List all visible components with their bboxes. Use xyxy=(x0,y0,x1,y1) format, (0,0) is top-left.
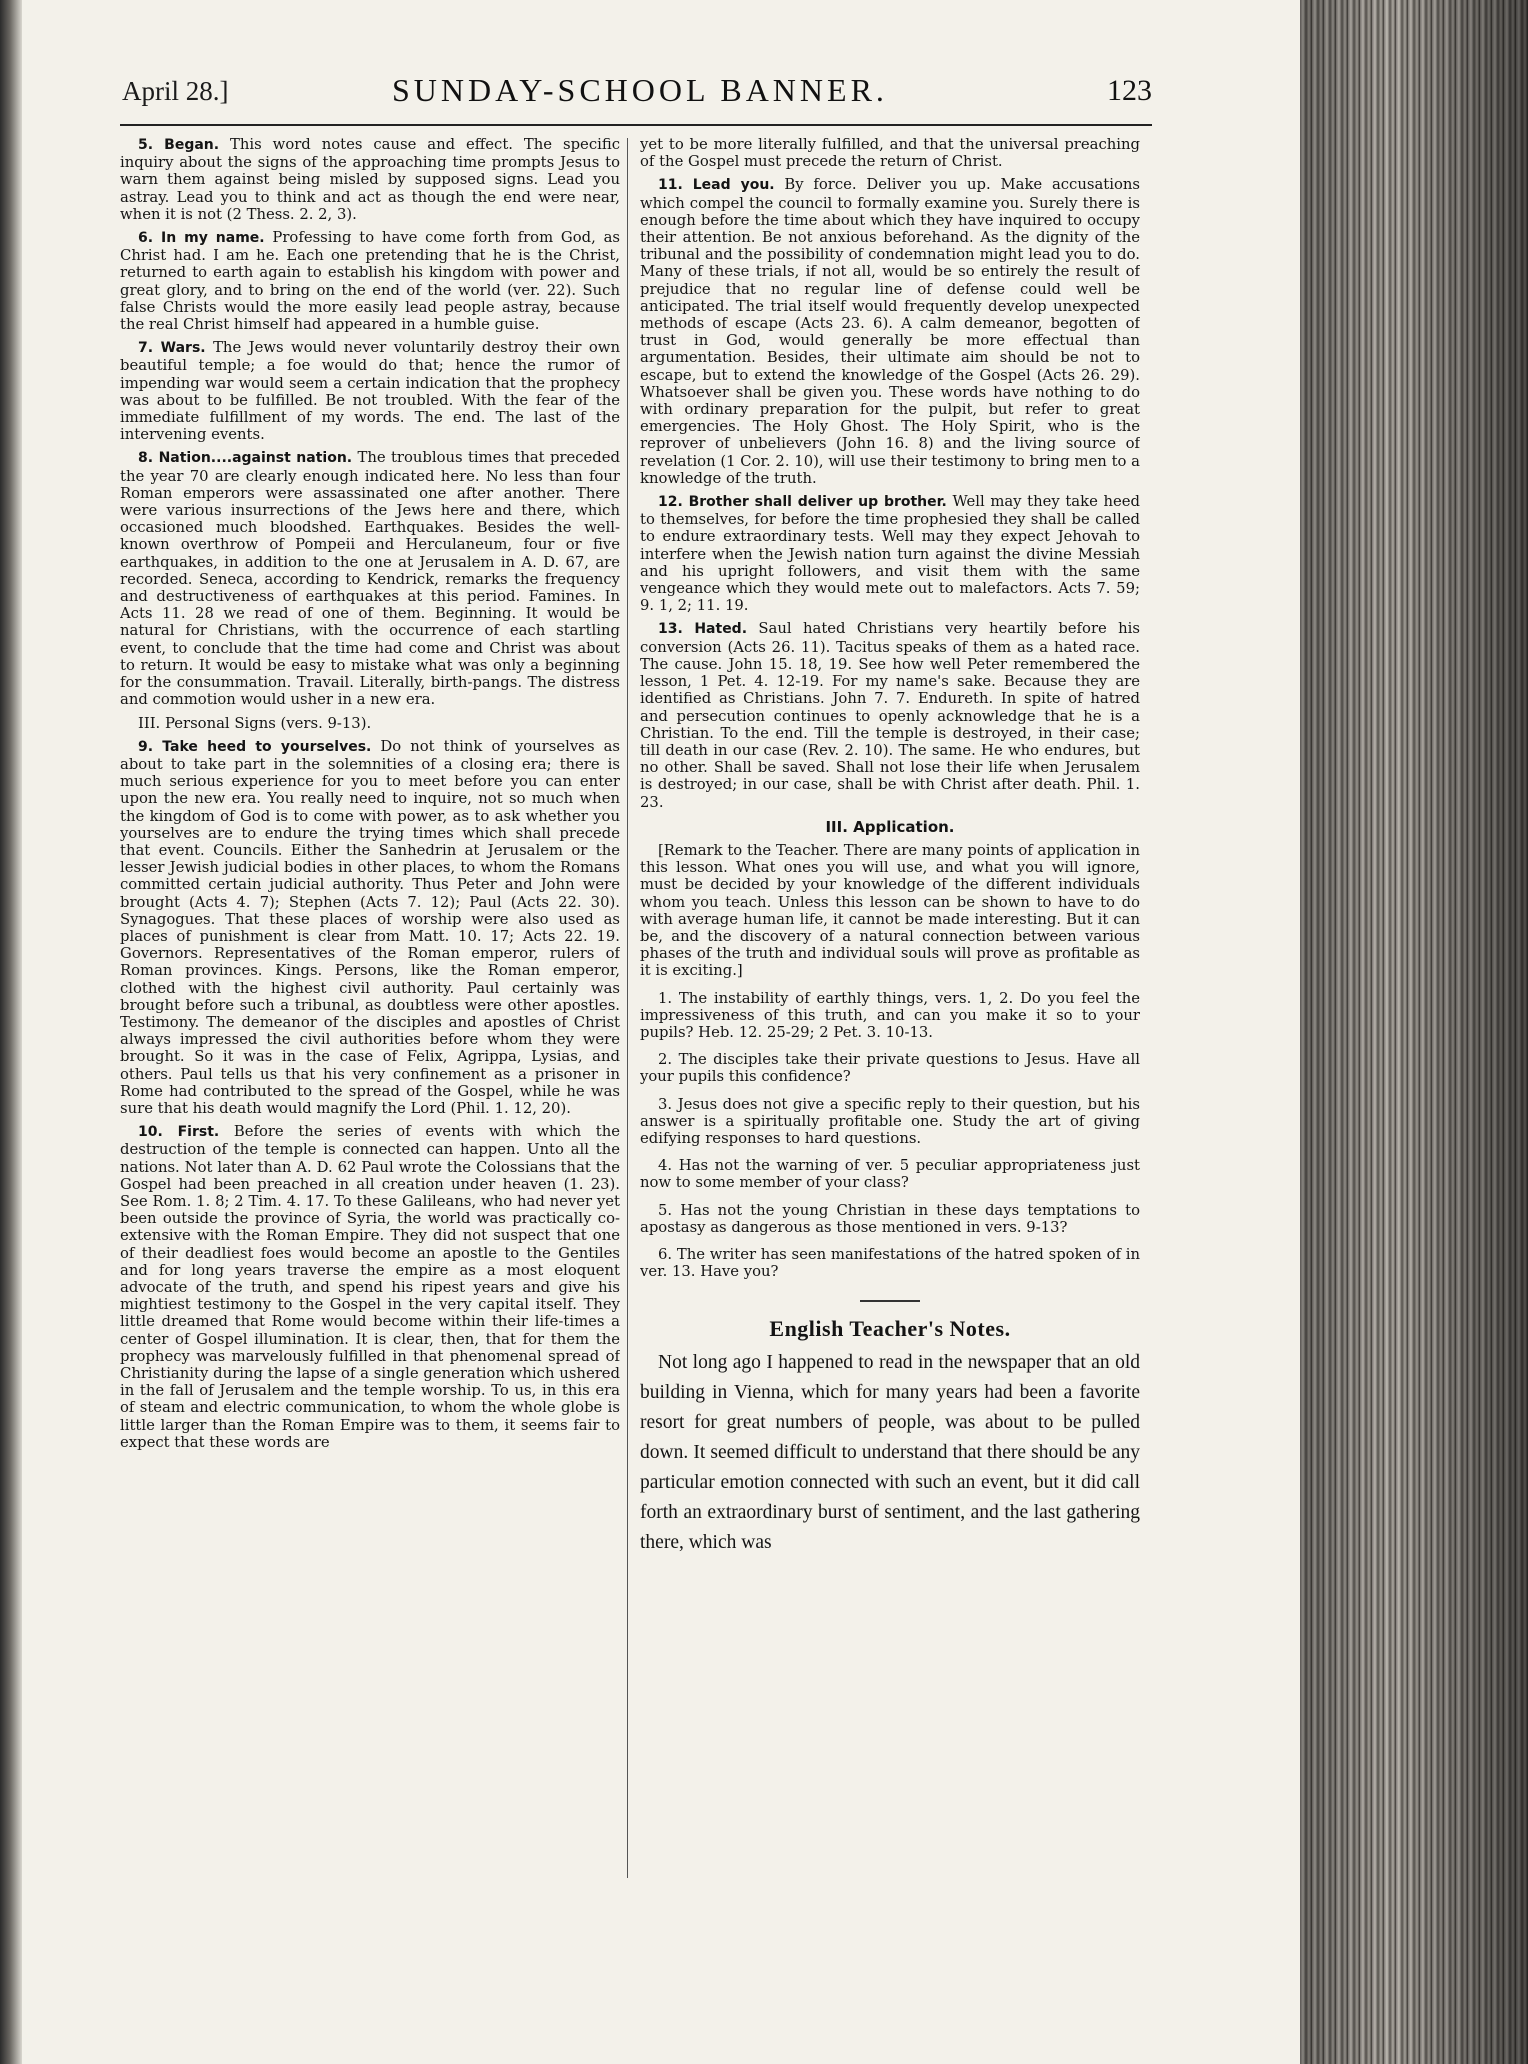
paragraph-text: Well may they take heed to themselves, for before the time prophesied they shall be called to endure extraordinary tests. Well may they expect Jehovah to interfere when the Jewish nation turn against the divine Messiah and his upright followers, and visit them with the same vengeance which they would mete out to malefactors. Acts 7. 59; 9. 1, 2; 11. 19. xyxy=(640,493,1140,615)
page-gutter-shadow xyxy=(0,0,22,2064)
book-edge-shadow xyxy=(1300,0,1528,2064)
header-date: April 28.] xyxy=(122,76,229,106)
paragraph-lead: 12. Brother shall deliver up brother. xyxy=(658,494,947,511)
teacher-remark: [Remark to the Teacher. There are many points of application in this lesson. What ones you will use, and what you will ignore, must be decided by your knowledge of the different individuals whom you teach. Unless this lesson can be shown to have to do with average human life, it cannot be made interesting. But it can be, and the discovery of a natural connection between various phases of the truth and individual souls will prove as profitable as it is exciting.] xyxy=(640,841,1140,980)
running-header xyxy=(122,72,1152,122)
paragraph-text: The troublous times that preceded the year 70 are clearly enough indicated here. No less than four Roman emperors were assassinated one after another. There were various insurrections of the Jews here and there, which occasioned much bloodshed. Earthquakes. Besides the well-known overthrow of Pompeii and Herculaneum, four or five earthquakes, in addition to the one at Jerusalem in A. D. 67, are recorded. Seneca, according to Kendrick, remarks the frequency and destructiveness of earthquakes at this period. Famines. In Acts 11. 28 we read of one of them. Beginning. It would be natural for Christians, with the occurrence of each startling event, to conclude that the time had come and Christ was about to return. It would be easy to mistake what was only a beginning for the consummation. Travail. Literally, birth-pangs. The distress and commotion would usher in a new era. xyxy=(120,449,620,709)
periodical-title: SUNDAY-SCHOOL BANNER. xyxy=(392,72,888,108)
left-paragraph xyxy=(120,136,620,223)
paragraph-lead: 11. Lead you. xyxy=(658,177,775,194)
header-rule xyxy=(120,124,1152,126)
application-item: 2. The disciples take their private questions to Jesus. Have all your pupils this confidence? xyxy=(640,1051,1140,1086)
application-list xyxy=(640,990,1140,1281)
right-paragraph xyxy=(640,620,1140,810)
english-notes-title: English Teacher's Notes. xyxy=(769,1316,1011,1342)
left-paragraph xyxy=(120,738,620,1117)
left-paragraph xyxy=(120,1123,620,1451)
right-paragraph xyxy=(640,176,1140,487)
application-heading: III. Application. xyxy=(825,817,955,836)
paragraph-lead: 10. First. xyxy=(138,1124,220,1141)
paragraph-text: This word notes cause and effect. The specific inquiry about the signs of the approaching time prompts Jesus to warn them against being misled by supposed signs. Lead you astray. Lead you to think and act as though the end were near, when it is not (2 Thess. 2. 2, 3). xyxy=(120,136,620,223)
application-item: 4. Has not the warning of ver. 5 peculiar appropriateness just now to some member of your class? xyxy=(640,1157,1140,1192)
paragraph-lead: 9. Take heed to yourselves. xyxy=(138,738,372,755)
left-paragraph xyxy=(120,229,620,333)
column-divider xyxy=(627,138,628,1878)
page-number: 123 xyxy=(1107,74,1152,107)
paragraph-lead: 8. Nation....against nation. xyxy=(138,450,353,467)
paragraph-lead: 7. Wars. xyxy=(138,340,206,357)
paragraph-text: Before the series of events with which the destruction of the temple is connected can happen. Unto all the nations. Not later than A. D. 62 Paul wrote the Colossians that the Gospel had been preached in all creation under heaven (1. 23). See Rom. 1. 8; 2 Tim. 4. 17. To these Galileans, who had never yet been outside the province of Syria, the world was practically co-extensive with the Roman Empire. They did not suspect that one of their deadliest foes would become an apostle to the Gentiles and for long years traverse the empire as a most eloquent advocate of the truth, and spend his ripest years and give his mightiest testimony to the Gospel in the very capital itself. They little dreamed that Rome would become within their life-times a center of Gospel illumination. It is clear, then, that for them the prophecy was marvelously fulfilled in that phenomenal spread of Christianity during the lapse of a single generation which ushered in the fall of Jerusalem and the temple worship. To us, in this era of steam and electric communication, to whom the whole globe is little larger than the Roman Empire was to them, it seems fair to expect that these words are xyxy=(120,1123,620,1451)
right-paragraph xyxy=(640,136,1140,170)
right-paragraph xyxy=(640,493,1140,614)
paragraph-text: yet to be more literally fulfilled, and that the universal preaching of the Gospel must precede the return of Christ. xyxy=(640,136,1140,171)
paragraph-text: By force. Deliver you up. Make accusations which compel the council to formally examine you. Surely there is enough before the time about which they have inquired to occupy their attention. Be not anxious beforehand. As the dignity of the tribunal and the possibility of condemnation might lead you to do. Many of these trials, if not all, would be so entirely the result of prejudice that no regular line of defense could well be anticipated. The trial itself would frequently develop unexpected methods of escape (Acts 23. 6). A calm demeanor, begotten of trust in God, would generally be more effectual than argumentation. Besides, their ultimate aim should be not to escape, but to extend the knowledge of the Gospel (Acts 26. 29). Whatsoever shall be given you. These words have nothing to do with ordinary preparation for the pulpit, but refer to great emergencies. The Holy Ghost. The Holy Spirit, who is the reprover of unbelievers (John 16. 8) and the living source of revelation (1 Cor. 2. 10), will use their testimony to bring men to a knowledge of the truth. xyxy=(640,176,1140,487)
application-item: 1. The instability of earthly things, vers. 1, 2. Do you feel the impressiveness of this truth, and can you make it so to your pupils? Heb. 12. 25-29; 2 Pet. 3. 10-13. xyxy=(640,989,1140,1041)
paragraph-text: The Jews would never voluntarily destroy their own beautiful temple; a foe would do that; hence the rumor of impending war would seem a certain indication that the prophecy was about to be fulfilled. Be not troubled. With the fear of the immediate fulfillment of my words. The end. The last of the intervening events. xyxy=(120,339,620,444)
left-paragraph xyxy=(120,449,620,708)
right-column xyxy=(640,136,1140,1886)
right-column-commentary xyxy=(640,136,1140,811)
paragraph-text: Do not think of yourselves as about to take part in the solemnities of a closing era; there is much serious experience for you to meet before you can enter upon the new era. You really need to inquire, not so much when the kingdom of God is to come with power, as to ask whether you yourselves are to endure the trying times which shall precede that event. Councils. Either the Sanhedrin at Jerusalem or the lesser Jewish judicial bodies in other places, to whom the Romans committed certain judicial authority. Thus Peter and John were brought (Acts 4. 7); Stephen (Acts 7. 12); Paul (Acts 22. 30). Synagogues. That these places of worship were also used as places of punishment is clear from Matt. 10. 17; Acts 22. 19. Governors. Representatives of the Roman emperor, rulers of Roman provinces. Kings. Persons, like the Roman emperor, clothed with the highest civil authority. Paul certainly was brought before such a tribunal, as doubtless were other apostles. Testimony. The demeanor of the disciples and apostles of Christ always impressed the civil authorities before whom they were brought. So it was in the case of Felix, Agrippa, Lysias, and others. Paul tells us that his very confinement as a prisoner in Rome had contributed to the spread of the Gospel, while he was sure that his death would magnify the Lord (Phil. 1. 12, 20). xyxy=(120,737,620,1117)
english-notes-body: Not long ago I happened to read in the newspaper that an old building in Vienna, which for many years had been a favorite resort for great numbers of people, was about to be pulled down. It seemed difficult to understand that there should be any particular emotion connected with such an event, but it did call forth an extraordinary burst of sentiment, and the last gathering there, which was xyxy=(640,1351,1140,1553)
paragraph-text: Saul hated Christians very heartily before his conversion (Acts 26. 11). Tacitus speaks of them as a hated race. The cause. John 15. 18, 19. See how well Peter remembered the lesson, 1 Pet. 4. 12-19. For my name's sake. Because they are identified as Christians. John 7. 7. Endureth. In spite of hatred and persecution continues to openly acknowledge that he is a Christian. To the end. Till the temple is destroyed, in their case; till death in our case (Rev. 2. 10). The same. He who endures, but no other. Shall be saved. Shall not lose their life when Jerusalem is destroyed; in our case, shall be with Christ after death. Phil. 1. 23. xyxy=(640,620,1140,811)
application-item: 6. The writer has seen manifestations of the hatred spoken of in ver. 13. Have you? xyxy=(640,1245,1140,1281)
paragraph-lead: 6. In my name. xyxy=(138,230,265,247)
application-item: 5. Has not the young Christian in these days temptations to apostasy as dangerous as those mentioned in vers. 9-13? xyxy=(640,1201,1140,1236)
left-paragraph xyxy=(120,339,620,443)
paragraph-lead: 5. Began. xyxy=(138,137,220,153)
paragraph-lead: 13. Hated. xyxy=(658,621,748,638)
application-item: 3. Jesus does not give a specific reply to their question, but his answer is a spiritually profitable one. Study the art of giving edifying responses to hard questions. xyxy=(640,1095,1140,1147)
section-divider xyxy=(860,1300,920,1302)
paragraph-text: III. Personal Signs (vers. 9-13). xyxy=(138,714,372,732)
left-paragraph xyxy=(138,715,620,732)
left-column xyxy=(120,136,620,1886)
paragraph-text: Professing to have come forth from God, as Christ had. I am he. Each one pretending that he is the Christ, returned to earth again to establish his kingdom with power and great glory, and to bring on the end of the world (ver. 22). Such false Christs would the more easily lead people astray, because the real Christ himself had appeared in a humble guise. xyxy=(120,229,620,334)
